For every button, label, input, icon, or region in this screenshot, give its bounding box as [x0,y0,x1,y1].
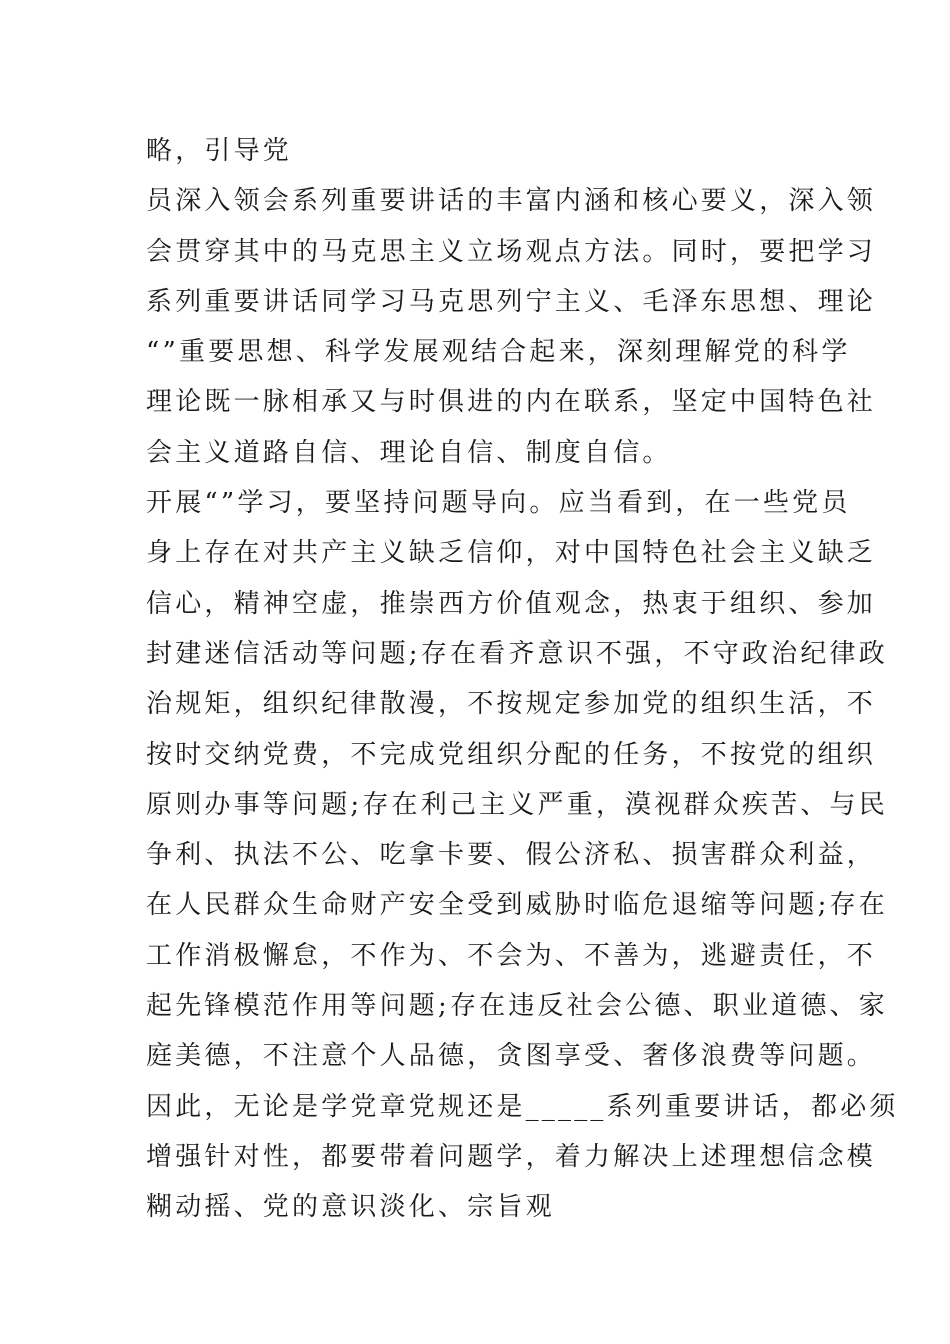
text-line: 争利、执法不公、吃拿卡要、假公济私、损害群众利益， [146,840,877,871]
body-text [146,126,899,1233]
text-line: 开展“”学习，要坚持问题导向。应当看到，在一些党员 [146,488,851,519]
text-line: 庭美德，不注意个人品德，贪图享受、奢侈浪费等问题。 [146,1041,877,1072]
text-line: 信心，精神空虚，推崇西方价值观念，热衷于组织、参加 [146,588,877,619]
text-line: 糊动摇、党的意识淡化、宗旨观 [146,1192,555,1223]
text-line: 系列重要讲话同学习马克思列宁主义、毛泽东思想、理论 [146,286,877,317]
text-line: “”重要思想、科学发展观结合起来，深刻理解党的科学 [146,337,851,368]
text-line: 身上存在对共产主义缺乏信仰，对中国特色社会主义缺乏 [146,538,877,569]
text-line: 按时交纳党费，不完成党组织分配的任务，不按党的组织 [146,739,877,770]
text-line: 因此，无论是学党章党规还是_____系列重要讲话，都必须 [146,1091,899,1122]
text-line: 员深入领会系列重要讲话的丰富内涵和核心要义，深入领 [146,186,877,217]
text-line: 原则办事等问题;存在利己主义严重，漠视群众疾苦、与民 [146,789,888,820]
text-line: 会主义道路自信、理论自信、制度自信。 [146,437,672,468]
text-line: 工作消极懈怠，不作为、不会为、不善为，逃避责任，不 [146,940,877,971]
text-line: 理论既一脉相承又与时俱进的内在联系，坚定中国特色社 [146,387,877,418]
text-line: 增强针对性，都要带着问题学，着力解决上述理想信念模 [146,1141,877,1172]
text-line: 在人民群众生命财产安全受到威胁时临危退缩等问题;存在 [146,890,888,921]
text-line: 封建迷信活动等问题;存在看齐意识不强，不守政治纪律政 [146,638,888,669]
text-line: 会贯穿其中的马克思主义立场观点方法。同时，要把学习 [146,236,877,267]
text-line: 起先锋模范作用等问题;存在违反社会公德、职业道德、家 [146,991,888,1022]
text-line: 略，引导党 [146,136,293,166]
text-line: 治规矩，组织纪律散漫，不按规定参加党的组织生活，不 [146,689,877,720]
